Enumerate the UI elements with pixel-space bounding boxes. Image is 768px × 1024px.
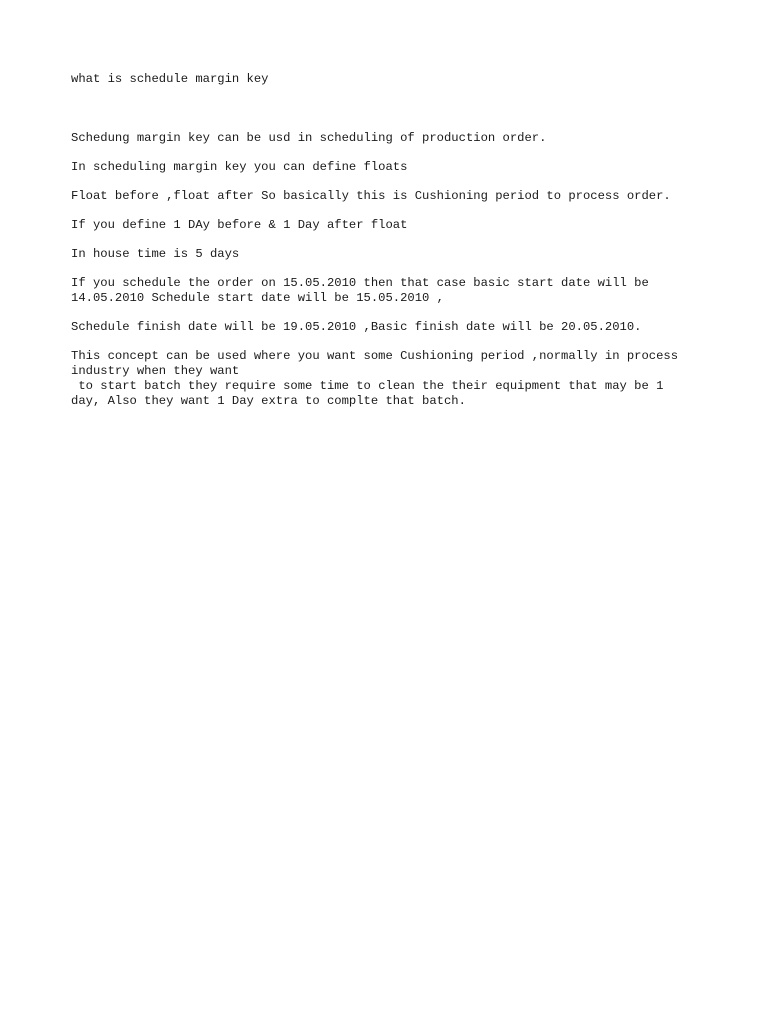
paragraph: Schedule finish date will be 19.05.2010 ,Basic finish date will be 20.05.2010. <box>71 320 642 334</box>
paragraph: Schedung margin key can be usd in scheduling of production order. <box>71 131 547 145</box>
paragraph: If you define 1 DAy before & 1 Day after float <box>71 218 408 232</box>
paragraph: In scheduling margin key you can define floats <box>71 160 408 174</box>
paragraph: If you schedule the order on 15.05.2010 then that case basic start date will be 14.05.2010 Schedule start date will be 15.05.2010 , <box>71 276 649 305</box>
paragraph: This concept can be used where you want some Cushioning period ,normally in process industry when they want to start batch they require some time to clean the their equipment that may be 1 day, Also they want 1 Day extra to complte that batch. <box>71 349 679 408</box>
paragraph: In house time is 5 days <box>71 247 240 261</box>
paragraph: Float before ,float after So basically this is Cushioning period to process order. <box>71 189 671 203</box>
document-title: what is schedule margin key <box>71 72 269 86</box>
document-body <box>71 72 711 423</box>
